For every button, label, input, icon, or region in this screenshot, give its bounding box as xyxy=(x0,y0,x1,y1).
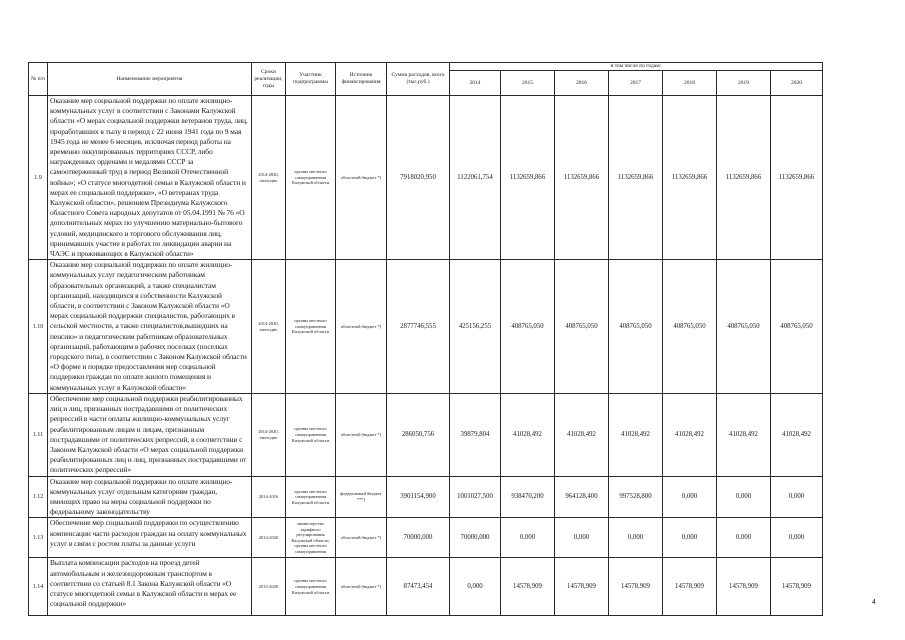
row-terms: 2014-2020, ежегодно xyxy=(252,393,286,476)
row-value-2018: 1132659,866 xyxy=(663,96,717,260)
row-source: областной бюджет *) xyxy=(336,558,387,616)
header-participants: Участник подпрограммы xyxy=(286,63,336,96)
table-row xyxy=(29,393,823,476)
row-terms: 2014-2020, ежегодно xyxy=(252,260,286,394)
header-year-2019: 2019 xyxy=(717,71,771,96)
header-year-2014: 2014 xyxy=(450,71,501,96)
header-year-2015: 2015 xyxy=(501,71,555,96)
row-participants: органы местного самоуправления Калужской области xyxy=(286,558,336,616)
row-num: 1.12 xyxy=(29,476,48,518)
row-total: 2877746,555 xyxy=(387,260,450,394)
row-value-2020: 0,000 xyxy=(771,476,823,518)
program-table-wrapper xyxy=(28,62,823,616)
row-source: областной бюджет *) xyxy=(336,260,387,394)
row-participants: органы местного самоуправления Калужской области xyxy=(286,476,336,518)
row-value-2017: 408765,050 xyxy=(609,260,663,394)
row-num: 1.10 xyxy=(29,260,48,394)
row-terms: 2014-2020, ежегодно xyxy=(252,96,286,260)
row-participants: органы местного самоуправления Калужской области xyxy=(286,96,336,260)
table-body xyxy=(29,96,823,616)
program-table xyxy=(28,62,823,616)
row-name: Выплата компенсации расходов на проезд детей автомобильным и железнодорожным транспортом в соответствии со статьей 8.1 Закона Калужской области «О статусе многодетной семьи в Калужской области и мерах ее социальной поддержки» xyxy=(48,558,252,616)
header-terms: Сроки реализации, годы xyxy=(252,63,286,96)
row-value-2015: 14578,909 xyxy=(501,558,555,616)
table-row xyxy=(29,96,823,260)
row-value-2016: 1132659,866 xyxy=(555,96,609,260)
row-value-2019: 1132659,866 xyxy=(717,96,771,260)
row-value-2020: 41028,492 xyxy=(771,393,823,476)
row-value-2014: 1001027,500 xyxy=(450,476,501,518)
row-value-2015: 1132659,866 xyxy=(501,96,555,260)
row-value-2019: 408765,050 xyxy=(717,260,771,394)
row-value-2019: 0,000 xyxy=(717,518,771,558)
row-source: областной бюджет *) xyxy=(336,518,387,558)
row-terms: 2014-2016 xyxy=(252,476,286,518)
row-value-2018: 0,000 xyxy=(663,518,717,558)
row-value-2016: 408765,050 xyxy=(555,260,609,394)
row-num: 1.11 xyxy=(29,393,48,476)
row-value-2017: 997528,800 xyxy=(609,476,663,518)
row-value-2020: 1132659,866 xyxy=(771,96,823,260)
row-total: 286050,756 xyxy=(387,393,450,476)
row-value-2015: 41028,492 xyxy=(501,393,555,476)
row-value-2017: 41028,492 xyxy=(609,393,663,476)
row-value-2015: 938470,200 xyxy=(501,476,555,518)
row-total: 3901154,900 xyxy=(387,476,450,518)
row-participants: органы местного самоуправления Калужской области xyxy=(286,393,336,476)
row-value-2020: 0,000 xyxy=(771,518,823,558)
table-row xyxy=(29,260,823,394)
row-value-2014: 39879,804 xyxy=(450,393,501,476)
row-participants: органы местного самоуправления Калужской области xyxy=(286,260,336,394)
row-name: Оказание мер социальной поддержки по оплате жилищно-коммунальных услуг отдельным категориям граждан, имеющих право на меры социальной поддержки по федеральному законодательству xyxy=(48,476,252,518)
row-value-2019: 14578,909 xyxy=(717,558,771,616)
row-value-2014: 70000,000 xyxy=(450,518,501,558)
header-num: № п/п xyxy=(29,63,48,96)
header-source: Источник финансирования xyxy=(336,63,387,96)
row-participants: министерство тарифного регулирования Калужской области, органы местного самоуправления xyxy=(286,518,336,558)
table-row xyxy=(29,518,823,558)
row-source: областной бюджет *) xyxy=(336,393,387,476)
row-value-2018: 14578,909 xyxy=(663,558,717,616)
row-value-2019: 0,000 xyxy=(717,476,771,518)
row-name: Обеспечение мер социальной поддержки реабилитированных лиц и лиц, признанных пострадавшими от политических репрессий в части оплаты жилищно-коммунальных услуг реабилитированным лицам и лицам, признанным пострадавшими от политических репрессий, в соответствии с Законом Калужской области «О мерах социальной поддержки реабилитированных лиц и лиц, признанных пострадавшими от политических репрессий» xyxy=(48,393,252,476)
row-name: Обеспечение мер социальной поддержки по осуществлению компенсации части расходов граждан на оплату коммунальных услуг в связи с ростом платы за данные услуги xyxy=(48,518,252,558)
row-source: федеральный бюджет ***) xyxy=(336,476,387,518)
header-year-2018: 2018 xyxy=(663,71,717,96)
table-row xyxy=(29,558,823,616)
row-num: 1.13 xyxy=(29,518,48,558)
row-value-2014: 425156,255 xyxy=(450,260,501,394)
row-total: 70000,000 xyxy=(387,518,450,558)
row-value-2018: 408765,050 xyxy=(663,260,717,394)
row-value-2018: 0,000 xyxy=(663,476,717,518)
header-year-2016: 2016 xyxy=(555,71,609,96)
row-total: 7918020,950 xyxy=(387,96,450,260)
header-including: в том числе по годам: xyxy=(450,63,823,71)
table-header xyxy=(29,63,823,96)
header-year-2020: 2020 xyxy=(771,71,823,96)
row-value-2018: 41028,492 xyxy=(663,393,717,476)
header-total: Сумма расходов, всего (тыс.руб.) xyxy=(387,63,450,96)
row-name: Оказание мер социальной поддержки по оплате жилищно-коммунальных услуг педагогическим работникам образовательных организаций, а также специалистам организаций, находящихся в собственности Калужской области, в соответствии с Законом Калужской области «О мерах социальной поддержки специалистов, работающих в сельской местности, а также специалистов,вышедших на пенсию» и педагогическим работникам образовательных организаций, работающим в рабочих поселках (поселках городского типа), в соответствии с Законом Калужской области «О форме и порядке предоставления мер социальной поддержки граждан по оплате жилого помещения и коммунальных услуг в Калужской области» xyxy=(48,260,252,394)
row-value-2016: 41028,492 xyxy=(555,393,609,476)
row-value-2014: 0,000 xyxy=(450,558,501,616)
row-value-2014: 1122061,754 xyxy=(450,96,501,260)
header-name: Наименование мероприятия xyxy=(48,63,252,96)
row-num: 1.14 xyxy=(29,558,48,616)
row-terms: 2014-2020 xyxy=(252,518,286,558)
row-value-2020: 14578,909 xyxy=(771,558,823,616)
row-value-2015: 0,000 xyxy=(501,518,555,558)
row-value-2017: 0,000 xyxy=(609,518,663,558)
row-value-2016: 14578,909 xyxy=(555,558,609,616)
row-name: Оказание мер социальной поддержки по оплате жилищно-коммунальных услуг в соответствии с Законами Калужской области «О мерах социальной поддержки ветеранов труда, лиц, проработавших в тылу в период с 22 июня 1941 года по 9 мая 1945 года не менее 6 месяцев, исключая период работы на временно оккупированных территориях СССР, либо награжденных орденами и медалями СССР за самоотверженный труд в период Великой Отечественной войны»; «О статусе многодетной семьи в Калужской области и мерах ее социальной поддержки», «О ветеранах труда Калужской области», решением Президиума Калужского областного Совета народных депутатов от 05.04.1991 № 76 «О дополнительных мерах по улучшению материально-бытового условий, медицинского и торгового обслуживания лиц, принимавших участие в работах по ликвидации аварии на ЧАЭС и проживающих в Калужской области» xyxy=(48,96,252,260)
page-number: 4 xyxy=(872,599,876,606)
row-source: областной бюджет *) xyxy=(336,96,387,260)
row-value-2017: 14578,909 xyxy=(609,558,663,616)
header-year-2017: 2017 xyxy=(609,71,663,96)
row-num: 1.9 xyxy=(29,96,48,260)
table-row xyxy=(29,476,823,518)
row-value-2017: 1132659,866 xyxy=(609,96,663,260)
row-value-2019: 41028,492 xyxy=(717,393,771,476)
row-value-2015: 408765,050 xyxy=(501,260,555,394)
row-value-2016: 0,000 xyxy=(555,518,609,558)
row-value-2020: 408765,050 xyxy=(771,260,823,394)
row-terms: 2015-2020 xyxy=(252,558,286,616)
row-total: 87473,454 xyxy=(387,558,450,616)
row-value-2016: 964128,400 xyxy=(555,476,609,518)
